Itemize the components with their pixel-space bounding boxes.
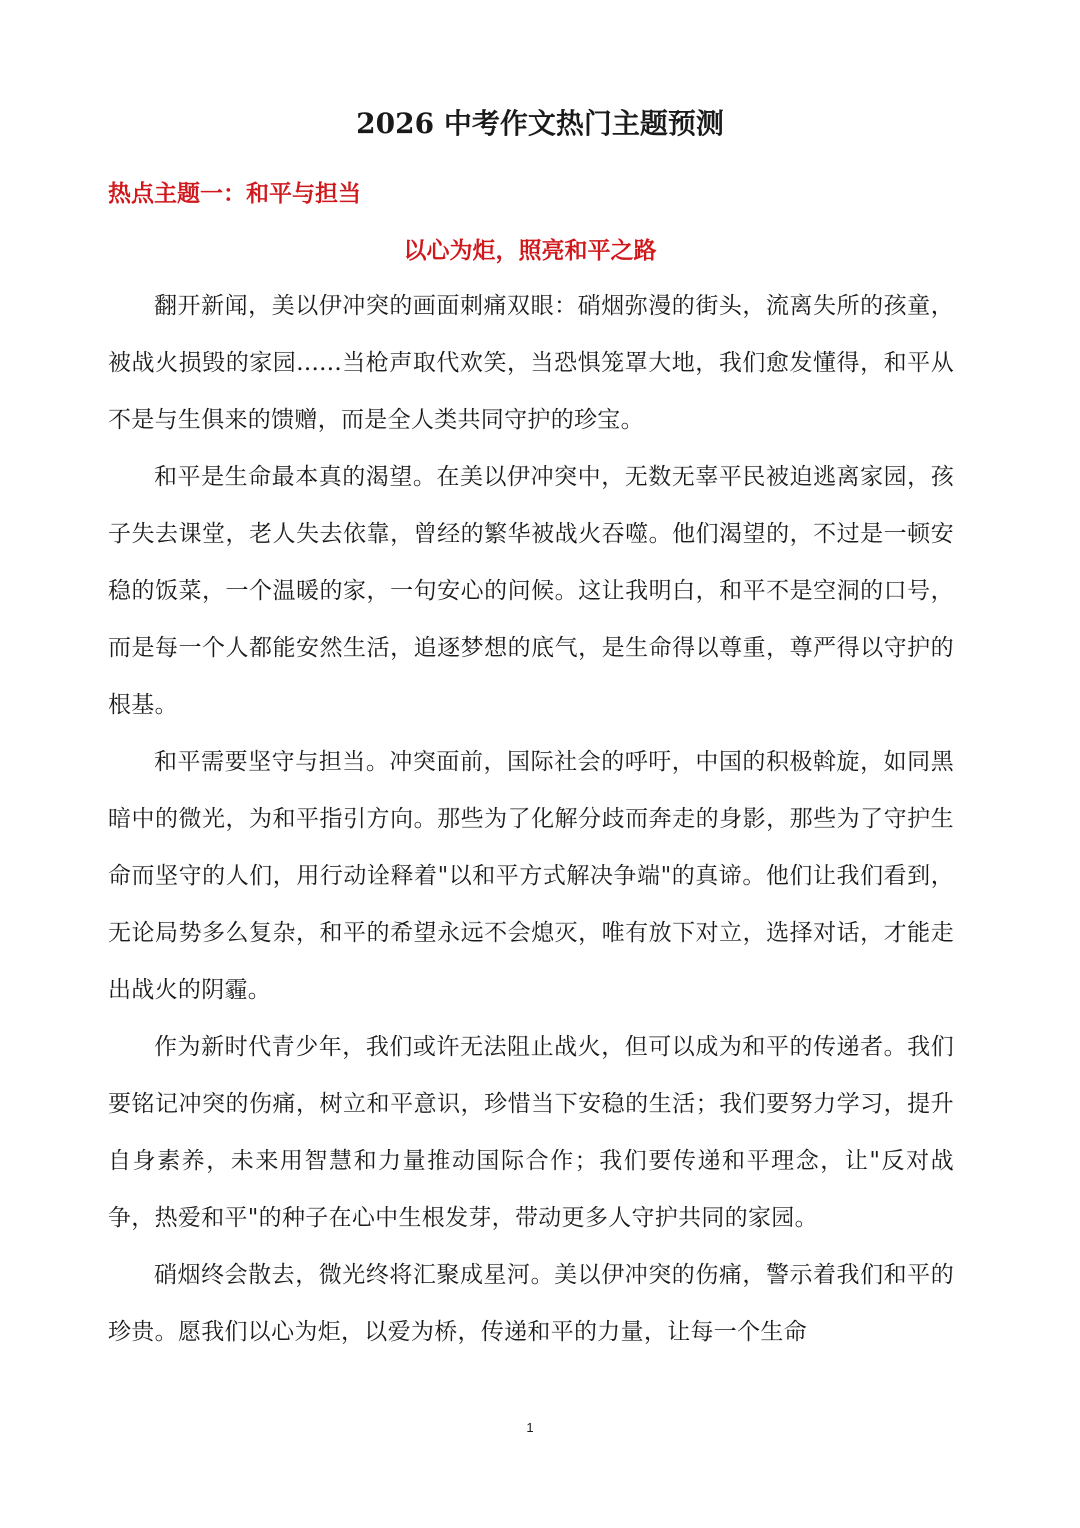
essay-title: 以心为炬，照亮和平之路 [403, 237, 657, 264]
paragraph: 和平需要坚守与担当。冲突面前，国际社会的呼吁，中国的积极斡旋，如同黑暗中的微光，为和平指引方向。那些为了化解分歧而奔走的身影，那些为了守护生命而坚守的人们，用行动诠释着"以和平方式解决争端"的真谛。他们让我们看到，无论局势多么复杂，和平的希望永远不会熄灭，唯有放下对立，选择对话，才能走出战火的阴霾。 [108, 749, 954, 1003]
essay-body [108, 278, 954, 1361]
paragraph: 作为新时代青少年，我们或许无法阻止战火，但可以成为和平的传递者。我们要铭记冲突的伤痛，树立和平意识，珍惜当下安稳的生活；我们要努力学习，提升自身素养，未来用智慧和力量推动国际合作；我们要传递和平理念，让"反对战争，热爱和平"的种子在心中生根发芽，带动更多人守护共同的家园。 [108, 1034, 954, 1231]
page-number: 1 [526, 1420, 534, 1435]
document-title: 2026 中考作文热门主题预测 [356, 107, 724, 140]
paragraph: 硝烟终会散去，微光终将汇聚成星河。美以伊冲突的伤痛，警示着我们和平的珍贵。愿我们以心为炬，以爱为桥，传递和平的力量，让每一个生命 [108, 1262, 954, 1345]
paragraph: 和平是生命最本真的渴望。在美以伊冲突中，无数无辜平民被迫逃离家园，孩子失去课堂，老人失去依靠，曾经的繁华被战火吞噬。他们渴望的，不过是一顿安稳的饭菜，一个温暖的家，一句安心的问候。这让我明白，和平不是空洞的口号，而是每一个人都能安然生活，追逐梦想的底气，是生命得以尊重，尊严得以守护的根基。 [108, 464, 954, 718]
section-heading: 热点主题一：和平与担当 [108, 180, 361, 207]
paragraph: 翻开新闻，美以伊冲突的画面刺痛双眼：硝烟弥漫的街头，流离失所的孩童，被战火损毁的家园......当枪声取代欢笑，当恐惧笼罩大地，我们愈发懂得，和平从不是与生俱来的馈赠，而是全人类共同守护的珍宝。 [108, 293, 954, 433]
